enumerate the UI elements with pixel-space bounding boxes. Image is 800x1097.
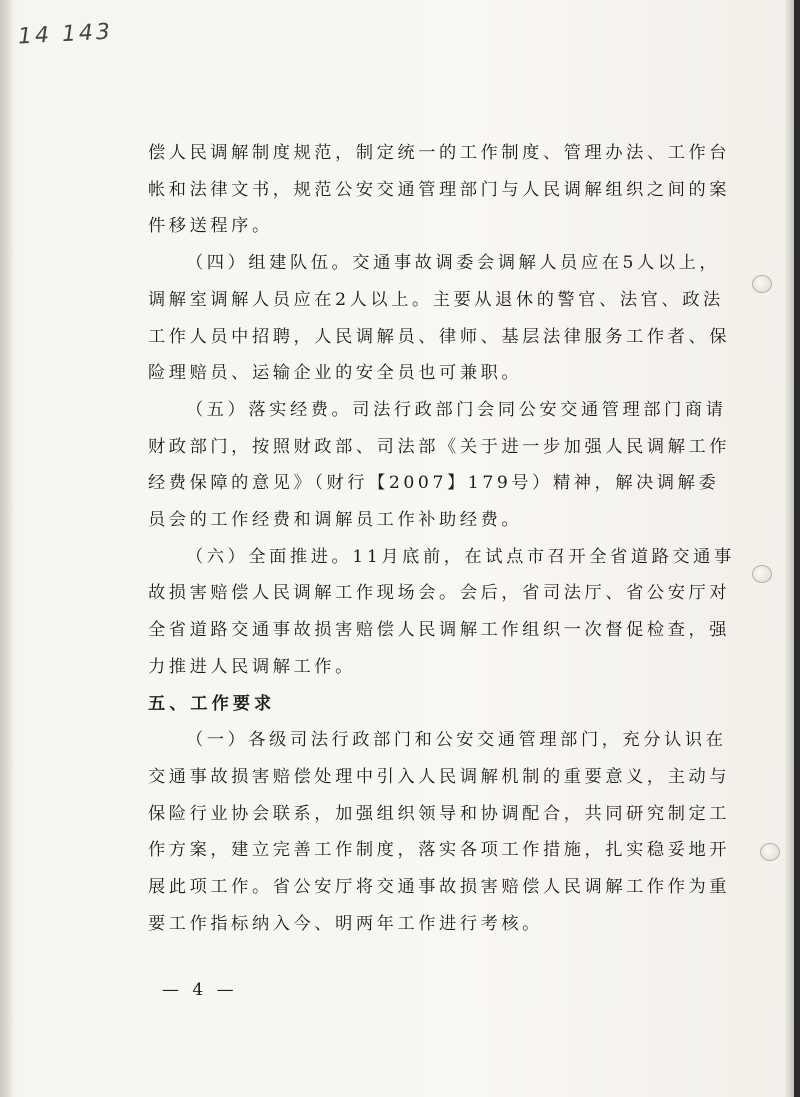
paragraph-funding: （五）落实经费。司法行政部门会同公安交通管理部门商请财政部门，按照财政部、司法部《关于进一步加强人民调解工作经费保障的意见》（财行【2007】179号）精神，解决调解委员会的工作经费和调解员工作补助经费。 <box>148 399 731 531</box>
punch-hole-top <box>752 275 772 293</box>
punch-hole-middle <box>752 565 772 583</box>
paragraph-build-team: （四）组建队伍。交通事故调委会调解人员应在5人以上，调解室调解人员应在2人以上。主要从退休的警官、法官、政法工作人员中招聘，人民调解员、律师、基层法律服务工作者、保险理赔员、运输企业的安全员也可兼职。 <box>148 253 731 384</box>
document-body <box>148 135 738 942</box>
paragraph-promotion: （六）全面推进。11月底前，在试点市召开全省道路交通事故损害赔偿人民调解工作现场会。会后，省司法厅、省公安厅对全省道路交通事故损害赔偿人民调解工作组织一次督促检查，强力推进人民调解工作。 <box>148 546 735 677</box>
paragraph-continuation: 偿人民调解制度规范，制定统一的工作制度、管理办法、工作台帐和法律文书，规范公安交通管理部门与人民调解组织之间的案件移送程序。 <box>148 143 731 237</box>
section-heading: 五、工作要求 <box>148 693 276 714</box>
scan-shadow-right <box>784 0 794 1097</box>
paragraph-requirement-1: （一）各级司法行政部门和公安交通管理部门，充分认识在交通事故损害赔偿处理中引入人民调解机制的重要意义，主动与保险行业协会联系，加强组织领导和协调配合，共同研究制定工作方案，建立完善工作制度，落实各项工作措施，扎实稳妥地开展此项工作。省公安厅将交通事故损害赔偿人民调解工作作为重要工作指标纳入今、明两年工作进行考核。 <box>148 730 731 934</box>
scan-border-right <box>794 0 800 1097</box>
scan-shadow-left <box>0 0 14 1097</box>
handwritten-page-note: 14 143 <box>17 19 114 50</box>
punch-hole-bottom <box>760 843 780 861</box>
page-number: — 4 — <box>162 980 238 1000</box>
